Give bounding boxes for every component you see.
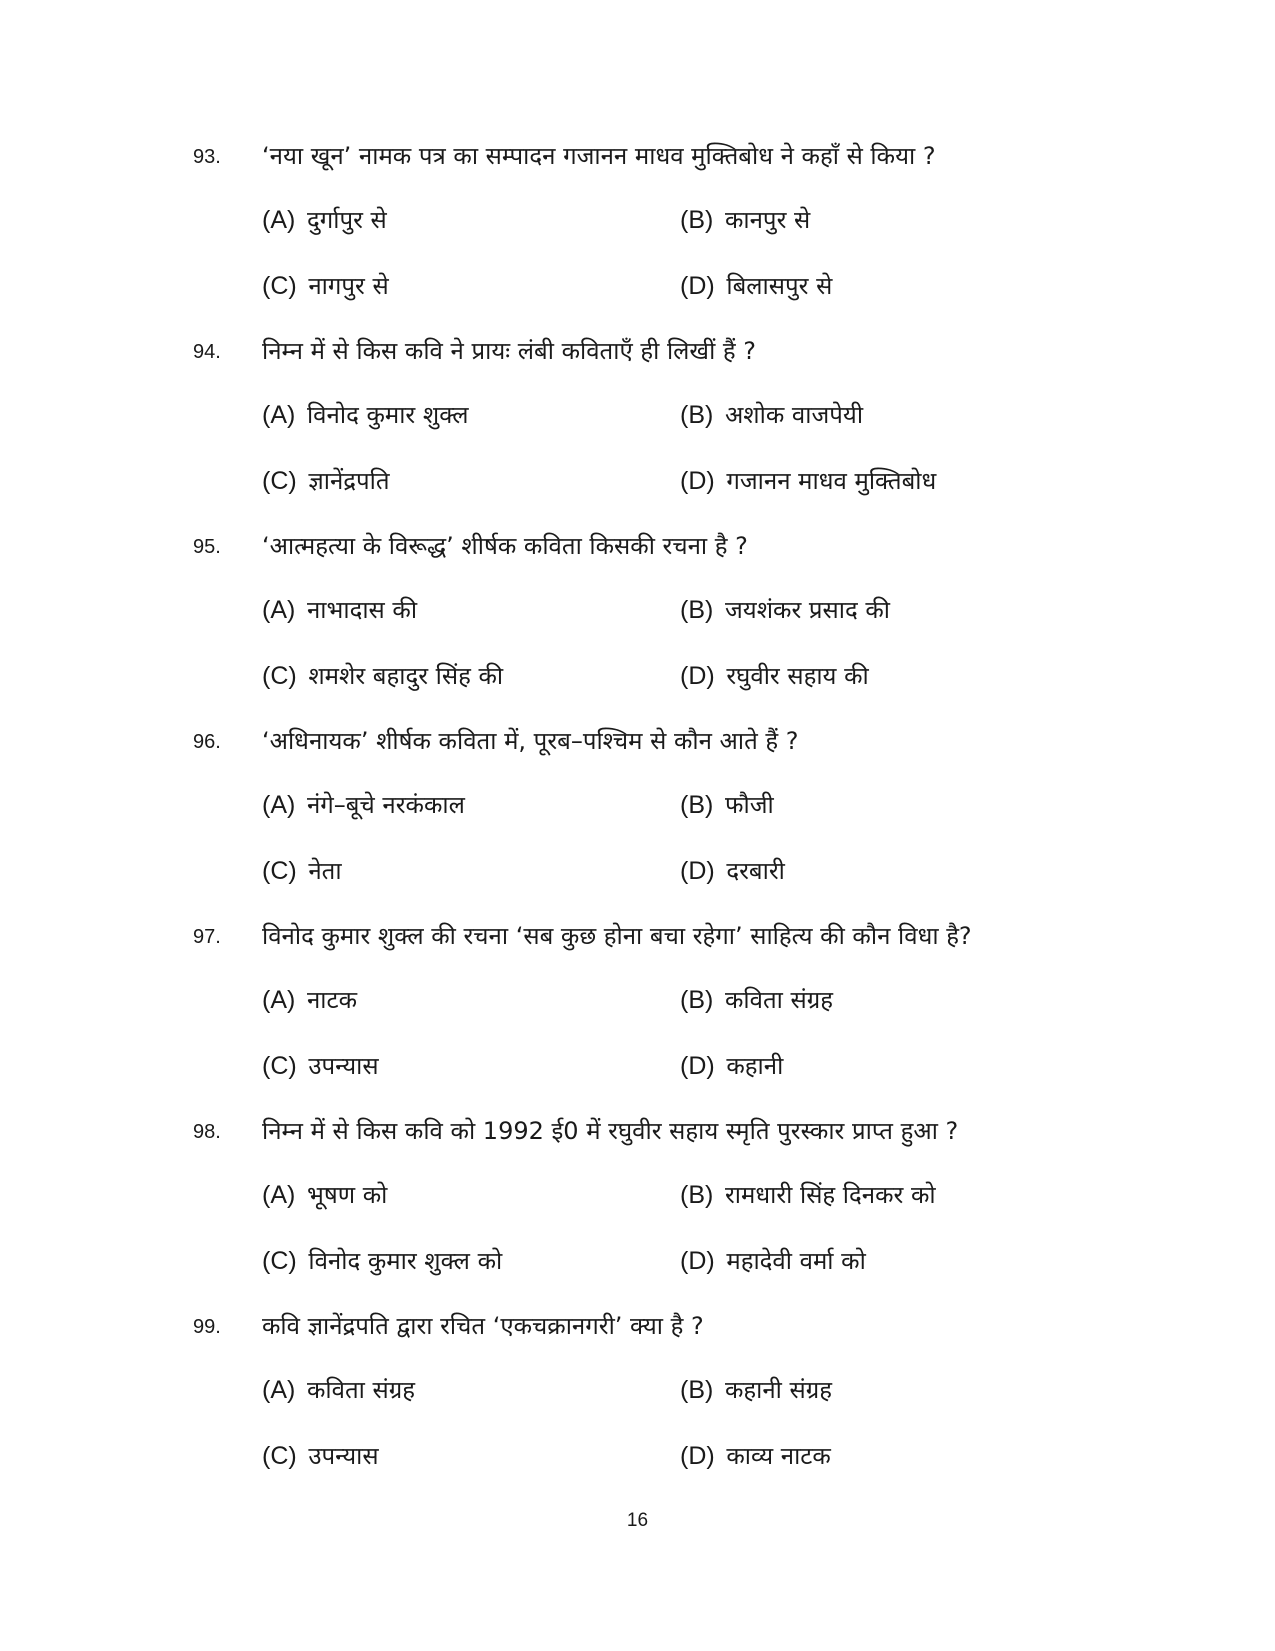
option-text: उपन्यास [308, 1442, 379, 1470]
option-label: (A) [262, 986, 296, 1014]
option-c [262, 266, 682, 306]
option-b [680, 785, 1100, 825]
option-label: (C) [262, 662, 297, 690]
question-93 [0, 136, 1275, 332]
option-label: (B) [680, 1376, 714, 1404]
option-label: (C) [262, 1247, 297, 1275]
question-95 [0, 526, 1275, 722]
option-b [680, 1370, 1100, 1410]
option-text: विनोद कुमार शुक्ल [306, 401, 469, 429]
option-label: (D) [680, 272, 715, 300]
option-d [680, 1046, 1100, 1086]
option-text: विनोद कुमार शुक्ल को [308, 1247, 503, 1275]
option-text: दुर्गापुर से [306, 206, 387, 234]
option-text: ज्ञानेंद्रपति [308, 467, 390, 495]
option-text: अशोक वाजपेयी [724, 401, 864, 429]
option-text: नाटक [306, 986, 358, 1014]
option-text: कहानी संग्रह [724, 1376, 833, 1404]
question-number: 96. [193, 731, 221, 753]
option-text: कानपुर से [724, 206, 811, 234]
option-c [262, 461, 682, 501]
option-a [262, 1370, 682, 1410]
option-d [680, 851, 1100, 891]
option-label: (A) [262, 1376, 296, 1404]
option-a [262, 1175, 682, 1215]
option-c [262, 1436, 682, 1476]
option-label: (A) [262, 1181, 296, 1209]
option-label: (B) [680, 1181, 714, 1209]
question-98 [0, 1111, 1275, 1307]
option-b [680, 395, 1100, 435]
option-text: शमशेर बहादुर सिंह की [308, 662, 504, 690]
question-text: ‘अधिनायक’ शीर्षक कविता में, पूरब–पश्चिम से कौन आते हैं ? [262, 727, 799, 755]
option-b [680, 200, 1100, 240]
option-label: (C) [262, 857, 297, 885]
option-label: (B) [680, 596, 714, 624]
option-c [262, 1046, 682, 1086]
option-c [262, 1241, 682, 1281]
option-text: कहानी [726, 1052, 784, 1080]
option-label: (C) [262, 1442, 297, 1470]
option-text: नेता [308, 857, 342, 885]
option-label: (D) [680, 467, 715, 495]
question-number: 99. [193, 1316, 221, 1338]
option-text: नंगे–बूचे नरकंकाल [306, 791, 465, 819]
option-text: रघुवीर सहाय की [726, 662, 869, 690]
option-label: (B) [680, 206, 714, 234]
option-a [262, 980, 682, 1020]
question-number: 97. [193, 926, 221, 948]
option-label: (A) [262, 791, 296, 819]
question-96 [0, 721, 1275, 917]
option-a [262, 200, 682, 240]
option-text: काव्य नाटक [726, 1442, 831, 1470]
option-text: कविता संग्रह [306, 1376, 415, 1404]
option-text: भूषण को [306, 1181, 388, 1209]
option-d [680, 656, 1100, 696]
option-a [262, 785, 682, 825]
option-d [680, 461, 1100, 501]
option-label: (D) [680, 662, 715, 690]
option-d [680, 1436, 1100, 1476]
question-94 [0, 331, 1275, 527]
option-text: बिलासपुर से [726, 272, 833, 300]
option-text: दरबारी [726, 857, 785, 885]
option-c [262, 656, 682, 696]
option-text: गजानन माधव मुक्तिबोध [726, 467, 937, 495]
option-text: रामधारी सिंह दिनकर को [724, 1181, 936, 1209]
option-c [262, 851, 682, 891]
question-number: 98. [193, 1121, 221, 1143]
question-text: ‘आत्महत्या के विरूद्ध’ शीर्षक कविता किसकी रचना है ? [262, 532, 748, 560]
option-label: (B) [680, 791, 714, 819]
question-97 [0, 916, 1275, 1112]
option-label: (D) [680, 1442, 715, 1470]
option-label: (C) [262, 272, 297, 300]
page-number: 16 [626, 1510, 649, 1531]
option-label: (B) [680, 401, 714, 429]
option-label: (A) [262, 206, 296, 234]
question-text: निम्न में से किस कवि को 1992 ई0 में रघुवीर सहाय स्मृति पुरस्कार प्राप्त हुआ ? [262, 1117, 959, 1145]
option-b [680, 980, 1100, 1020]
option-text: फौजी [724, 791, 774, 819]
question-number: 93. [193, 146, 221, 168]
option-label: (D) [680, 1247, 715, 1275]
option-text: महादेवी वर्मा को [726, 1247, 866, 1275]
option-text: जयशंकर प्रसाद की [724, 596, 891, 624]
option-b [680, 1175, 1100, 1215]
option-d [680, 266, 1100, 306]
option-text: नाभादास की [306, 596, 418, 624]
question-text: विनोद कुमार शुक्ल की रचना ‘सब कुछ होना बचा रहेगा’ साहित्य की कौन विधा है? [262, 922, 972, 950]
option-label: (A) [262, 596, 296, 624]
option-a [262, 590, 682, 630]
option-d [680, 1241, 1100, 1281]
question-number: 94. [193, 341, 221, 363]
question-number: 95. [193, 536, 221, 558]
option-label: (B) [680, 986, 714, 1014]
option-label: (C) [262, 1052, 297, 1080]
option-b [680, 590, 1100, 630]
question-text: निम्न में से किस कवि ने प्रायः लंबी कविताएँ ही लिखीं हैं ? [262, 337, 757, 365]
option-text: नागपुर से [308, 272, 389, 300]
question-99 [0, 1306, 1275, 1502]
option-label: (D) [680, 1052, 715, 1080]
option-text: उपन्यास [308, 1052, 379, 1080]
option-label: (D) [680, 857, 715, 885]
option-label: (A) [262, 401, 296, 429]
option-label: (C) [262, 467, 297, 495]
option-a [262, 395, 682, 435]
question-text: कवि ज्ञानेंद्रपति द्वारा रचित ‘एकचक्रानगरी’ क्या है ? [262, 1312, 704, 1340]
option-text: कविता संग्रह [724, 986, 833, 1014]
question-text: ‘नया खून’ नामक पत्र का सम्पादन गजानन माधव मुक्तिबोध ने कहाँ से किया ? [262, 142, 936, 170]
